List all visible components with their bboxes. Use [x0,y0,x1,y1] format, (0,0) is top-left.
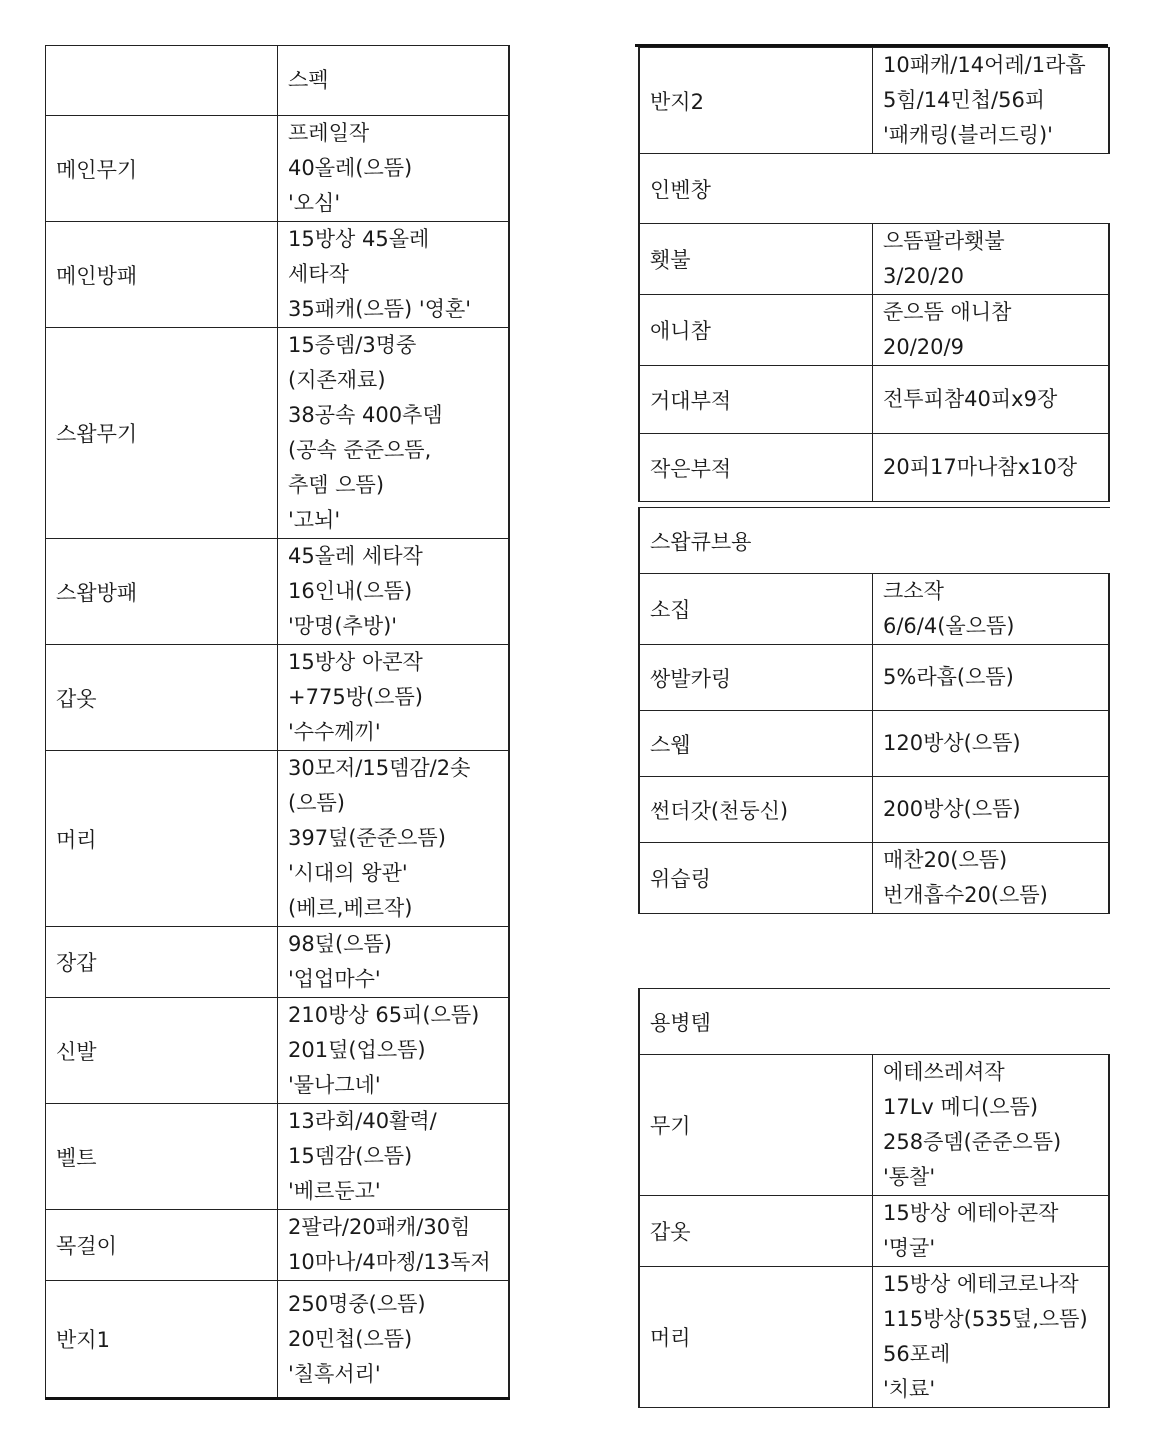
row-label: 스웹 [639,711,873,777]
value-line: 크소작 [883,579,944,603]
row-label: 갑옷 [639,1196,873,1267]
row-label: 소집 [639,574,873,645]
row-value [278,328,509,539]
table-edge [1109,777,1110,843]
value-line: 15방상 에테코로나작 [883,1272,1079,1296]
value-line: 120방상(으뜸) [883,731,1021,755]
value-line: '수수께끼' [288,720,381,744]
table-edge [1109,574,1110,645]
table-edge [509,222,510,328]
right-spec-table-swap-cube [638,507,1110,914]
row-value [278,222,509,328]
table-edge [509,645,510,751]
value-line: +775방(으뜸) [288,685,423,709]
value-line: '패캐링(블러드링)' [883,123,1053,147]
table-row [639,777,1110,843]
value-line: 세타작 [288,262,349,286]
value-line: '칠흑서리' [288,1361,381,1386]
value-line: 201덮(업으뜸) [288,1038,426,1062]
table-row [46,1104,510,1210]
row-value [873,1196,1109,1267]
table-edge [509,998,510,1104]
table-edge [509,1104,510,1210]
value-line: 98덮(으뜸) [288,932,392,956]
value-line: 프레일작 [288,121,370,145]
row-value [873,48,1109,154]
row-value [873,1267,1109,1408]
value-line: 20피17마나참x10장 [883,455,1078,479]
table-row [639,224,1110,295]
table-edge [1109,366,1110,434]
value-line: 16인내(으뜸) [288,579,413,603]
row-label: 썬더갓(천둥신) [639,777,873,843]
row-label: 벨트 [46,1104,278,1210]
table-row [639,48,1110,154]
row-label: 스왑무기 [46,328,278,539]
row-label: 메인방패 [46,222,278,328]
row-label: 애니참 [639,295,873,366]
row-label: 거대부적 [639,366,873,434]
row-value [278,116,509,222]
value-line: 45올레 세타작 [288,544,423,568]
value-line: 210방상 65피(으뜸) [288,1003,480,1027]
table-row [46,1210,510,1281]
value-line: '고뇌' [288,508,341,532]
row-label: 반지2 [639,48,873,154]
value-line: '명굴' [883,1236,936,1260]
table-row [639,1196,1110,1267]
value-line: 20/20/9 [883,335,964,359]
value-line: '통찰' [883,1165,936,1189]
value-line: 115방상(535덮,으뜸) [883,1307,1088,1331]
row-value [873,777,1109,843]
value-line: 10패캐/14어레/1라흡 [883,53,1086,77]
row-value [873,711,1109,777]
table-edge [1109,1055,1110,1196]
value-line: '시대의 왕관' [288,861,408,885]
header-spec-cell [278,46,509,116]
value-line: (베르,베르작) [288,896,413,920]
table-row [46,116,510,222]
table-row [46,1281,510,1399]
row-label: 머리 [46,751,278,927]
value-line: 258증뎀(준준으뜸) [883,1130,1062,1154]
value-line: 20민첩(으뜸) [288,1326,413,1351]
value-line: 397덮(준준으뜸) [288,826,446,850]
value-line: 10마나/4마젱/13독저 [288,1250,491,1274]
table-edge [1109,224,1110,295]
row-label: 횃불 [639,224,873,295]
value-line: 에테쓰레셔작 [883,1060,1005,1084]
row-value [873,1055,1109,1196]
value-line: 번개흡수20(으뜸) [883,883,1048,907]
table-row [639,1267,1110,1408]
row-value [278,998,509,1104]
table-edge [509,1210,510,1281]
table-row [46,927,510,998]
value-line: 으뜸팔라횃불 [883,229,1005,253]
table-header-row [46,46,510,116]
table-row [639,154,1110,224]
table-edge [1109,1196,1110,1267]
row-label: 작은부적 [639,434,873,502]
row-value [278,645,509,751]
value-line: 15방상 에테아콘작 [883,1201,1059,1225]
table-row [46,328,510,539]
table-row [639,711,1110,777]
right-spec-table-inventory [638,47,1110,502]
table-row [46,998,510,1104]
value-line: 30모저/15뎀감/2솟 [288,756,471,780]
value-line: (으뜸) [288,791,345,815]
row-value [873,366,1109,434]
section-title: 용병템 [639,989,1110,1055]
left-spec-table [45,45,510,1400]
row-value [873,645,1109,711]
table-row [639,843,1110,914]
value-line: 15증뎀/3명중 [288,333,417,357]
row-value [278,927,509,998]
table-edge [1109,843,1110,914]
value-line: 2팔라/20패캐/30힘 [288,1215,471,1239]
row-label: 메인무기 [46,116,278,222]
row-label: 쌍발카링 [639,645,873,711]
row-value [873,434,1109,502]
table-edge [509,46,510,116]
value-line: 준으뜸 애니참 [883,300,1012,324]
table-edge [509,927,510,998]
header-spec-text: 스펙 [288,68,329,92]
row-value [278,1104,509,1210]
value-line: 5힘/14민첩/56피 [883,88,1046,112]
value-line: 250명중(으뜸) [288,1291,426,1316]
right-spec-table-mercenary [638,988,1110,1408]
table-title-row [639,989,1110,1055]
value-line: 5%라흡(으뜸) [883,665,1014,689]
table-edge [1109,434,1110,502]
table-row [639,434,1110,502]
table-edge [1109,711,1110,777]
value-line: '오심' [288,191,341,215]
table-edge [509,328,510,539]
row-value [873,574,1109,645]
value-line: 15방상 45올레 [288,227,430,251]
row-value [873,843,1109,914]
value-line: 전투피참40피x9장 [883,387,1058,411]
table-title-row [639,508,1110,574]
table-row [639,645,1110,711]
row-label: 반지1 [46,1281,278,1399]
value-line: '망명(추방)' [288,614,398,638]
row-label: 위습링 [639,843,873,914]
row-label: 무기 [639,1055,873,1196]
row-label: 목걸이 [46,1210,278,1281]
row-value [278,1210,509,1281]
table-row [46,751,510,927]
table-edge [509,751,510,927]
table-row [46,539,510,645]
value-line: 17Lv 메디(으뜸) [883,1095,1039,1119]
row-label: 갑옷 [46,645,278,751]
value-line: 40올레(으뜸) [288,156,413,180]
value-line: 매찬20(으뜸) [883,848,1008,872]
table-row [639,295,1110,366]
value-line: 13라회/40활력/ [288,1109,437,1133]
table-edge [1109,1267,1110,1408]
row-value [873,295,1109,366]
section-label: 인벤창 [639,154,1110,224]
value-line: 56포레 [883,1342,951,1366]
value-line: 15뎀감(으뜸) [288,1144,413,1168]
table-edge [509,539,510,645]
row-label: 장갑 [46,927,278,998]
row-label: 신발 [46,998,278,1104]
row-value [278,539,509,645]
row-label: 스왑방패 [46,539,278,645]
table-row [639,366,1110,434]
table-row [46,222,510,328]
value-line: (공속 준준으뜸, [288,438,432,462]
table-row [639,1055,1110,1196]
value-line: 3/20/20 [883,264,964,288]
value-line: 35패캐(으뜸) '영혼' [288,297,472,321]
value-line: '물나그네' [288,1073,381,1097]
table-edge [1109,48,1110,154]
row-value [278,751,509,927]
row-value [873,224,1109,295]
value-line: 38공속 400추뎀 [288,403,443,427]
table-edge [509,116,510,222]
value-line: '베르둔고' [288,1179,381,1203]
table-edge [1109,295,1110,366]
value-line: 15방상 아콘작 [288,650,423,674]
value-line: 200방상(으뜸) [883,797,1021,821]
value-line: 6/6/4(올으뜸) [883,614,1015,638]
table-row [639,574,1110,645]
value-line: (지존재료) [288,368,386,392]
table-row [46,645,510,751]
section-title: 스왑큐브용 [639,508,1110,574]
row-label: 머리 [639,1267,873,1408]
header-label-cell [46,46,278,116]
value-line: '치료' [883,1377,936,1401]
table-edge [1109,645,1110,711]
row-value [278,1281,509,1399]
value-line: '업업마수' [288,967,381,991]
value-line: 추뎀 으뜸) [288,473,385,497]
table-edge [509,1281,510,1399]
